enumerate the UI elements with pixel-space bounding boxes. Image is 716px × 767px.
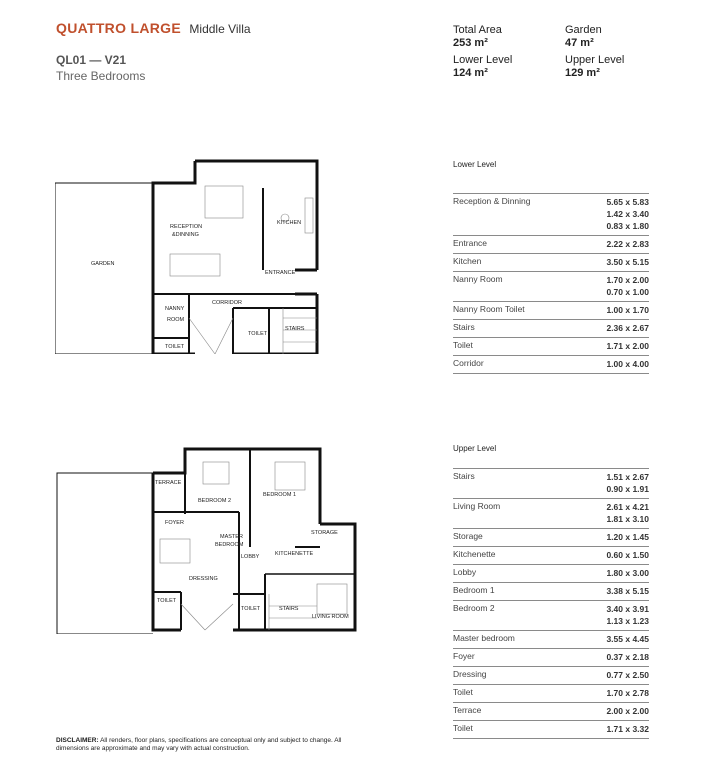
room-name: Master bedroom — [453, 633, 515, 643]
room-name: Toilet — [453, 723, 473, 733]
room-dimension-value: 1.70 x 2.78 — [606, 688, 649, 698]
room-dimension-value: 1.00 x 4.00 — [606, 359, 649, 369]
room-row — [453, 272, 649, 302]
room-dimensions — [606, 274, 649, 298]
room-dimension-value: 1.71 x 3.32 — [606, 724, 649, 734]
room-name: Bedroom 1 — [453, 585, 495, 595]
room-name: Stairs — [453, 471, 475, 481]
upper-floor-plan — [55, 444, 359, 634]
room-dimension-value: 0.37 x 2.18 — [606, 652, 649, 662]
plan-label-reception: RECEPTION — [170, 224, 203, 230]
room-row — [453, 193, 649, 236]
room-row — [453, 320, 649, 338]
upper-level-title: Upper Level — [453, 444, 497, 453]
room-dimensions — [606, 585, 649, 597]
stat-lower-level: Lower Level 124 m² — [453, 54, 513, 79]
lower-level-table — [453, 193, 649, 374]
room-name: Foyer — [453, 651, 475, 661]
room-row — [453, 583, 649, 601]
room-name: Bedroom 2 — [453, 603, 495, 613]
disclaimer-label: DISCLAIMER: — [56, 737, 99, 744]
room-dimensions — [606, 196, 649, 232]
plan-label-kitchenette: KITCHENETTE — [275, 551, 314, 557]
room-row — [453, 468, 649, 499]
room-row — [453, 649, 649, 667]
upper-level-table — [453, 468, 649, 739]
room-dimension-value: 1.51 x 2.67 — [606, 472, 649, 482]
room-name: Reception & Dinning — [453, 196, 531, 206]
plan-label-bedroom-2: BEDROOM 2 — [198, 498, 232, 504]
plan-label-dinning: &DINNING — [172, 232, 199, 238]
plan-label-entrance: ENTRANCE — [265, 270, 296, 276]
room-dimensions — [606, 549, 649, 561]
plan-label-toilet-small: TOILET — [165, 344, 185, 350]
room-row — [453, 356, 649, 374]
room-row — [453, 338, 649, 356]
plan-label-master: MASTER — [220, 534, 243, 540]
room-dimensions — [606, 705, 649, 717]
plan-label-bedroom-1: BEDROOM 1 — [263, 492, 297, 498]
room-dimension-value: 2.00 x 2.00 — [606, 706, 649, 716]
room-row — [453, 565, 649, 583]
room-row — [453, 547, 649, 565]
room-row — [453, 499, 649, 529]
bedroom-count: Three Bedrooms — [56, 69, 146, 83]
room-dimension-value: 0.70 x 1.00 — [606, 287, 649, 297]
brand-name: QUATTRO LARGE — [56, 20, 181, 36]
room-dimension-value: 2.61 x 4.21 — [606, 502, 649, 512]
room-name: Entrance — [453, 238, 488, 248]
room-dimension-value: 1.00 x 1.70 — [606, 305, 649, 315]
room-name: Kitchen — [453, 256, 482, 266]
room-dimension-value: 3.38 x 5.15 — [606, 586, 649, 596]
page-title — [56, 20, 251, 38]
plan-label-living-room: LIVING ROOM — [312, 614, 349, 620]
stat-upper-level: Upper Level 129 m² — [565, 54, 625, 79]
room-row — [453, 236, 649, 254]
room-dimension-value: 1.70 x 2.00 — [606, 275, 649, 285]
plan-label-terrace: TERRACE — [155, 480, 182, 486]
room-dimension-value: 1.42 x 3.40 — [606, 209, 649, 219]
lower-plan-walls — [55, 161, 317, 354]
stat-garden: Garden 47 m² — [565, 24, 602, 49]
room-dimension-value: 0.83 x 1.80 — [606, 221, 649, 231]
room-dimensions — [606, 471, 649, 495]
plan-label-toilet-mid: TOILET — [241, 606, 261, 612]
plan-label-room: ROOM — [167, 317, 185, 323]
room-dimensions — [606, 633, 649, 645]
room-dimensions — [606, 238, 649, 250]
disclaimer — [56, 737, 356, 753]
room-dimensions — [606, 340, 649, 352]
room-dimension-value: 0.60 x 1.50 — [606, 550, 649, 560]
room-dimension-value: 3.50 x 5.15 — [606, 257, 649, 267]
room-name: Nanny Room Toilet — [453, 304, 525, 314]
room-row — [453, 631, 649, 649]
stat-total-area: Total Area 253 m² — [453, 24, 502, 49]
room-row — [453, 685, 649, 703]
unit-code: QL01 — V21 — [56, 53, 127, 67]
room-dimensions — [606, 669, 649, 681]
room-dimension-value: 0.77 x 2.50 — [606, 670, 649, 680]
plan-label-foyer: FOYER — [165, 520, 184, 526]
room-dimensions — [606, 603, 649, 627]
lower-floor-plan — [55, 158, 325, 354]
plan-label-storage: STORAGE — [311, 530, 338, 536]
room-dimensions — [606, 322, 649, 334]
room-dimensions — [606, 358, 649, 370]
room-dimension-value: 0.90 x 1.91 — [606, 484, 649, 494]
room-dimension-value: 1.20 x 1.45 — [606, 532, 649, 542]
plan-label-master-bedroom: BEDROOM — [215, 542, 244, 548]
disclaimer-text: All renders, floor plans, specifications are conceptual only and subject to change. All dimensions are approximate and may vary with actual construction. — [56, 737, 342, 752]
plan-label-lobby: LOBBY — [241, 554, 260, 560]
room-row — [453, 703, 649, 721]
room-dimensions — [606, 256, 649, 268]
room-row — [453, 721, 649, 739]
room-name: Stairs — [453, 322, 475, 332]
room-name: Storage — [453, 531, 483, 541]
lower-level-title: Lower Level — [453, 160, 497, 169]
room-name: Kitchenette — [453, 549, 496, 559]
plan-label-toilet-left: TOILET — [157, 598, 177, 604]
room-dimension-value: 3.40 x 3.91 — [606, 604, 649, 614]
plan-label-corridor: CORRIDOR — [212, 300, 242, 306]
room-row — [453, 254, 649, 272]
room-name: Terrace — [453, 705, 482, 715]
room-dimension-value: 1.80 x 3.00 — [606, 568, 649, 578]
room-dimensions — [606, 304, 649, 316]
room-dimensions — [606, 567, 649, 579]
room-name: Living Room — [453, 501, 501, 511]
room-row — [453, 601, 649, 631]
plan-label-garden: GARDEN — [91, 261, 115, 267]
room-name: Nanny Room — [453, 274, 503, 284]
plan-label-nanny: NANNY — [165, 306, 185, 312]
room-dimensions — [606, 501, 649, 525]
room-name: Dressing — [453, 669, 487, 679]
room-dimensions — [606, 723, 649, 735]
room-name: Lobby — [453, 567, 477, 577]
room-row — [453, 667, 649, 685]
room-dimension-value: 1.71 x 2.00 — [606, 341, 649, 351]
room-row — [453, 529, 649, 547]
plan-label-dressing: DRESSING — [189, 576, 218, 582]
plan-label-toilet: TOILET — [248, 331, 268, 337]
villa-type: Middle Villa — [189, 22, 251, 36]
room-dimensions — [606, 651, 649, 663]
room-name: Corridor — [453, 358, 484, 368]
room-dimension-value: 1.13 x 1.23 — [606, 616, 649, 626]
plan-label-kitchen: KITCHEN — [277, 220, 302, 226]
room-dimension-value: 1.81 x 3.10 — [606, 514, 649, 524]
plan-label-stairs: STAIRS — [285, 326, 305, 332]
room-row — [453, 302, 649, 320]
room-dimension-value: 2.22 x 2.83 — [606, 239, 649, 249]
room-name: Toilet — [453, 687, 473, 697]
room-dimension-value: 3.55 x 4.45 — [606, 634, 649, 644]
room-dimension-value: 2.36 x 2.67 — [606, 323, 649, 333]
room-dimensions — [606, 687, 649, 699]
room-name: Toilet — [453, 340, 473, 350]
room-dimension-value: 5.65 x 5.83 — [606, 197, 649, 207]
plan-label-stairs-upper: STAIRS — [279, 606, 299, 612]
room-dimensions — [606, 531, 649, 543]
